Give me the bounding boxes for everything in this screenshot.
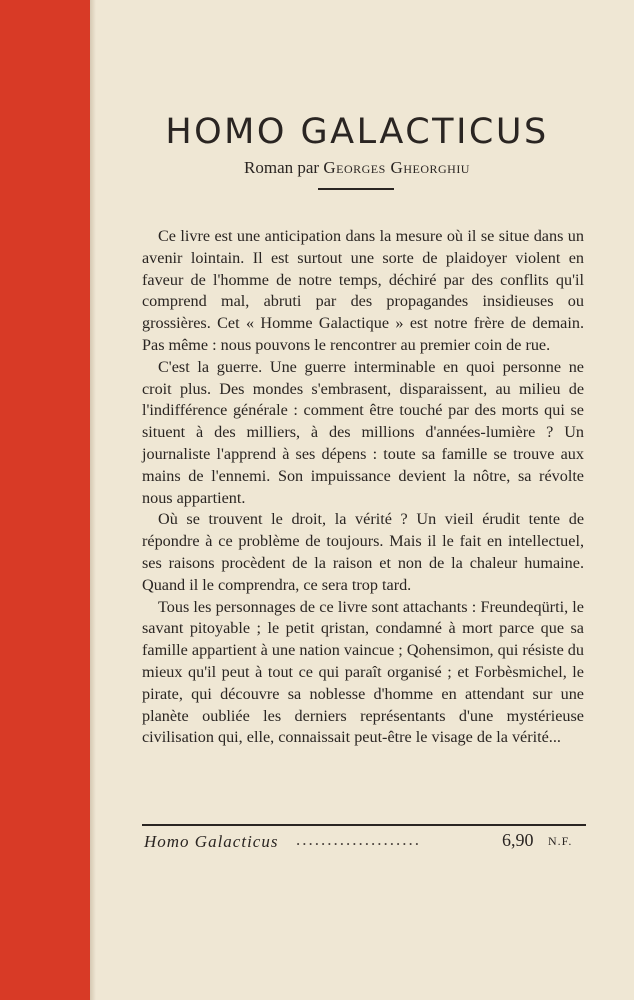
subtitle bbox=[136, 158, 578, 178]
blurb-paragraph-3: Où se trouvent le droit, la vérité ? Un vieil érudit tente de répondre à ce problème de toujours. Mais il le fait en intellectuel, ses raisons procèdent de la raison et non de la chaleur humaine. Quand il le comprendra, ce sera trop tard. bbox=[142, 510, 584, 594]
blurb-paragraph-1: Ce livre est une anticipation dans la mesure où il se situe dans un avenir lointain. Il est surtout une sorte de plaidoyer violent en faveur de l'homme de notre temps, déchiré par des conflits qu'il comprend mal, abruti par des propagandes insidieuses ou grossières. Cet « Homme Galactique » est notre frère de demain. Pas même : nous pouvons le rencontrer au premier coin de rue. bbox=[142, 227, 584, 354]
blurb-text bbox=[142, 226, 584, 749]
currency: N.F. bbox=[548, 834, 573, 848]
price: 6,90 bbox=[502, 830, 534, 850]
leader-dots: .................... bbox=[296, 830, 421, 849]
footer-divider bbox=[142, 824, 586, 826]
footer-title: Homo Galacticus bbox=[144, 832, 279, 851]
price-line bbox=[144, 832, 586, 856]
red-spine-band bbox=[0, 0, 90, 1000]
blurb-paragraph-2: C'est la guerre. Une guerre interminable en quoi personne ne croit plus. Des mondes s'embrasent, disparaissent, au milieu de l'indifférence générale : comment être touché par des morts qui se situent à des milliers, à des millions d'années-lumière ? Un journaliste l'apprend à ses dépens : toute sa famille se trouve aux mains de l'ennemi. Son impuissance devient la nôtre, sa révolte nous appartient. bbox=[142, 357, 584, 507]
blurb-paragraph-4: Tous les personnages de ce livre sont attachants : Freundeqürti, le savant pitoyable ; le petit qristan, condamné à mort parce que sa famille appartient à une nation vaincue ; Qohensimon, qui résiste du mieux qu'il peut à tout ce qui paraît organisé ; et Forbèsmichel, le pirate, qui découvre sa noblesse d'homme en attendant sur une planète oubliée les derniers représentants d'une mystérieuse civilisation qui, elle, connaissait peut-être le visage de la vérité... bbox=[142, 597, 584, 747]
book-title: HOMO GALACTICUS bbox=[165, 112, 549, 152]
subtitle-prefix: Roman par bbox=[244, 158, 320, 177]
title-divider bbox=[318, 188, 394, 190]
back-cover-page bbox=[96, 0, 634, 1000]
author-name: Georges Gheorghiu bbox=[323, 158, 470, 177]
